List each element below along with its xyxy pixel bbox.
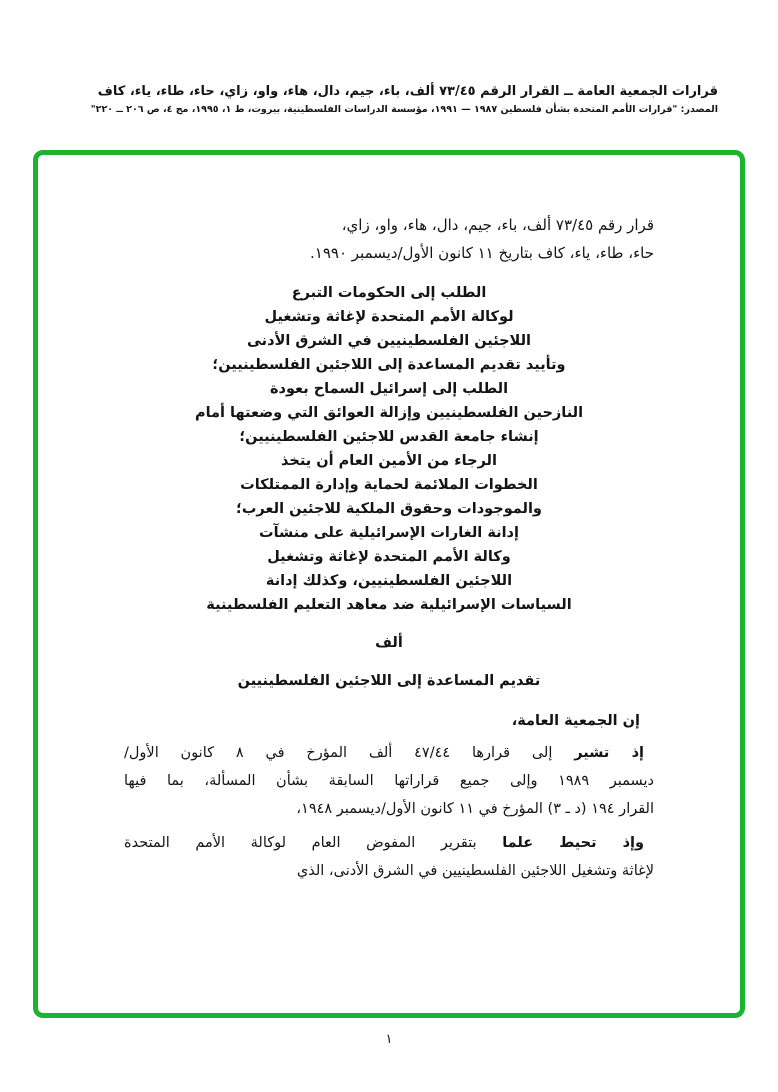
title-line: إنشاء جامعة القدس للاجئين الفلسطينيين؛ [239,429,539,445]
body-paragraph-taking-note [124,829,654,885]
page-header [20,84,718,115]
title-line: وتأييد تقديم المساعدة إلى اللاجئين الفلسطينيين؛ [212,357,566,373]
salutation-line: إن الجمعية العامة، [511,713,640,729]
title-line: الطلب إلى الحكومات التبرع [291,285,487,301]
paragraph-lead: إذ تشير [574,745,645,761]
paragraph-text: بتقرير المفوض العام لوكالة الأمم المتحدة [124,835,503,851]
intro-line: قرار رقم ٧٣/٤٥ ألف، باء، جيم، دال، هاء، واو، زاي، [341,216,654,234]
body-paragraph-recalling [124,739,654,823]
title-line: السياسات الإسرائيلية ضد معاهد التعليم الفلسطينية [206,597,572,613]
title-line: اللاجئين الفلسطينيين، وكذلك إدانة [265,573,513,589]
paragraph-line: القرار ١٩٤ (د ـ ٣) المؤرخ في ١١ كانون الأول/ديسمبر ١٩٤٨، [296,801,654,817]
title-line: والموجودات وحقوق الملكية للاجئين العرب؛ [236,501,542,517]
section-letter-heading: ألف [375,635,403,651]
page-number: ١ [385,1032,393,1047]
resolution-title-block [124,281,654,617]
header-title: قرارات الجمعية العامة ــ القرار الرقم ٧٣/٤٥ ألف، باء، جيم، دال، هاء، واو، زاي، حاء، طاء، ياء، كاف [97,84,718,99]
paragraph-line [124,739,654,767]
title-line: الرجاء من الأمين العام أن يتخذ [281,453,497,469]
paragraph-line: ديسمبر ١٩٨٩ وإلى جميع قراراتها السابقة بشأن المسألة، بما فيها [124,773,654,789]
header-source-citation: المصدر: "قرارات الأمم المتحدة بشأن فلسطين ١٩٨٧ — ١٩٩١، مؤسسة الدراسات الفلسطينية، بيروت، ط ١، ١٩٩٥، مج ٤، ص ٢٠٦ ــ ٢٢٠" [90,104,718,115]
intro-line: حاء، طاء، ياء، كاف بتاريخ ١١ كانون الأول/ديسمبر ١٩٩٠. [310,244,654,262]
paragraph-text: إلى قرارها ٤٧/٤٤ ألف المؤرخ في ٨ كانون الأول/ [124,745,575,761]
paragraph-line: لإغاثة وتشغيل اللاجئين الفلسطينيين في الشرق الأدنى، الذي [296,863,654,879]
resolution-intro-paragraph [124,211,654,267]
title-line: إدانة الغارات الإسرائيلية على منشآت [259,525,519,541]
section-title: تقديم المساعدة إلى اللاجئين الفلسطينيين [237,673,541,689]
green-highlight-frame [33,150,745,1018]
title-line: الخطوات الملائمة لحماية وإدارة الممتلكات [240,477,538,493]
title-line: الطلب إلى إسرائيل السماح بعودة [269,381,509,397]
paragraph-lead: وإذ تحيط علما [502,835,644,851]
title-line: لوكالة الأمم المتحدة لإغاثة وتشغيل [264,309,514,325]
paragraph-line [124,829,654,857]
title-line: النازحين الفلسطينيين وإزالة العوائق التي وضعتها أمام [194,405,584,421]
title-line: اللاجئين الفلسطينيين في الشرق الأدنى [247,333,531,349]
title-line: وكالة الأمم المتحدة لإغاثة وتشغيل [267,549,511,565]
document-body [124,211,654,885]
